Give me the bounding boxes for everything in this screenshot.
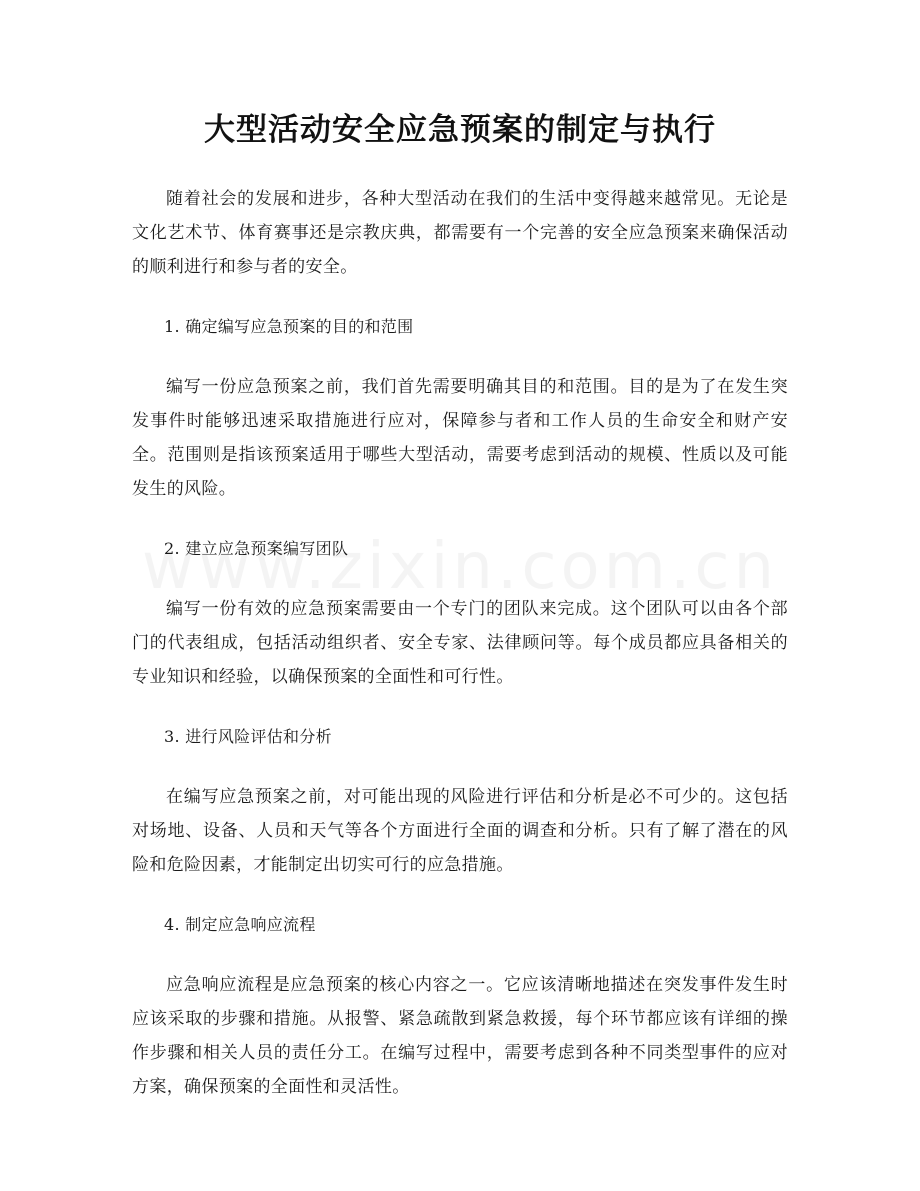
section-body-1: 编写一份应急预案之前，我们首先需要明确其目的和范围。目的是为了在发生突发事件时能够迅速采取措施进行应对，保障参与者和工作人员的生命安全和财产安全。范围则是指该预案适用于哪些大型活动，需要考虑到活动的规模、性质以及可能发生的风险。 [132,377,788,499]
section-heading-4: 4. 制定应急响应流程 [164,915,316,934]
page-title: 大型活动安全应急预案的制定与执行 [204,112,716,148]
section-heading-1: 1. 确定编写应急预案的目的和范围 [164,317,414,336]
section-body-2: 编写一份有效的应急预案需要由一个专门的团队来完成。这个团队可以由各个部门的代表组成，包括活动组织者、安全专家、法律顾问等。每个成员都应具备相关的专业知识和经验，以确保预案的全面性和可行性。 [132,599,788,687]
section-body-4: 应急响应流程是应急预案的核心内容之一。它应该清晰地描述在突发事件发生时应该采取的步骤和措施。从报警、紧急疏散到紧急救援，每个环节都应该有详细的操作步骤和相关人员的责任分工。在编写过程中，需要考虑到各种不同类型事件的应对方案，确保预案的全面性和灵活性。 [132,975,788,1097]
section-heading-2: 2. 建立应急预案编写团队 [164,539,349,558]
document-body [132,182,788,1130]
intro-paragraph: 随着社会的发展和进步，各种大型活动在我们的生活中变得越来越常见。无论是文化艺术节、体育赛事还是宗教庆典，都需要有一个完善的安全应急预案来确保活动的顺利进行和参与者的安全。 [132,189,788,277]
section-body-3: 在编写应急预案之前，对可能出现的风险进行评估和分析是必不可少的。这包括对场地、设备、人员和天气等各个方面进行全面的调查和分析。只有了解了潜在的风险和危险因素，才能制定出切实可行的应急措施。 [132,787,788,875]
section-heading-3: 3. 进行风险评估和分析 [164,727,332,746]
